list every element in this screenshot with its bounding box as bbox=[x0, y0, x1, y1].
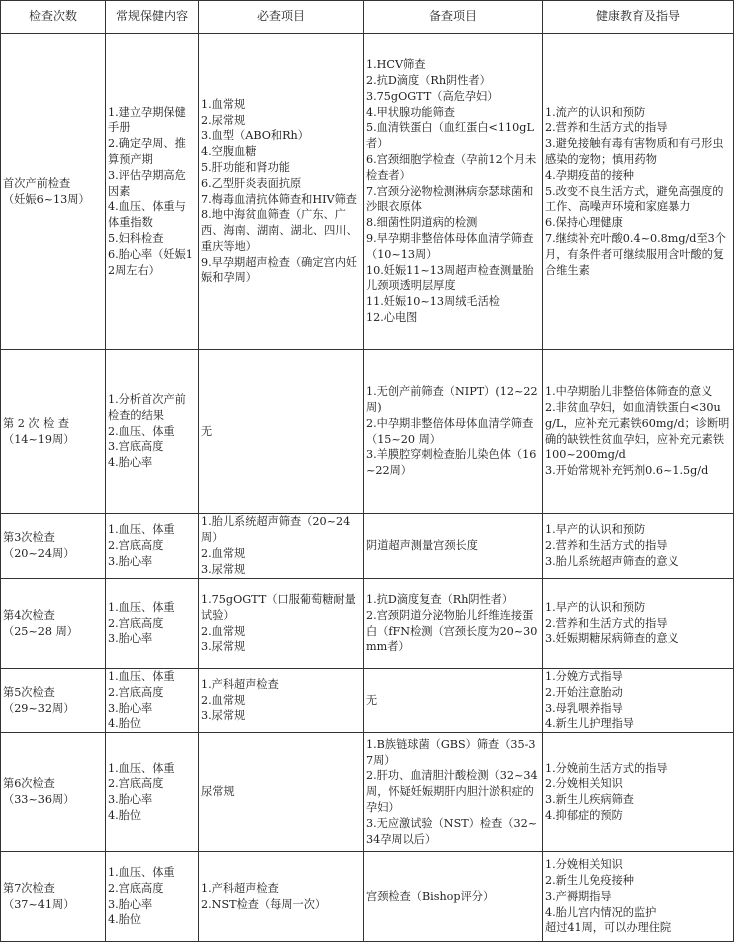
cell-line: 10.妊娠11~13周超声检查测量胎儿颈项透明层厚度 bbox=[366, 263, 534, 293]
header-education: 健康教育及指导 bbox=[543, 1, 734, 34]
cell-line: 1.分析首次产前检查的结果 bbox=[108, 393, 186, 422]
cell-line: 5.肝功能和肾功能 bbox=[201, 160, 290, 174]
cell-line: 3.产褥期指导 bbox=[545, 889, 612, 903]
cell-line: 1.中孕期胎儿非整倍体筛查的意义 bbox=[545, 385, 713, 399]
header-row bbox=[1, 1, 734, 34]
cell-line: 3.胎心率 bbox=[108, 632, 153, 646]
visit-cell bbox=[1, 579, 106, 669]
cell-line: 3.尿常规 bbox=[201, 562, 246, 576]
cell-line: 3.75gOGTT（高危孕妇） bbox=[366, 89, 499, 103]
required-cell bbox=[199, 852, 364, 942]
cell-line: 2.非贫血孕妇，如血清铁蛋白<30ug/L，应补充元素铁60mg/d；诊断明确的缺铁性贫血孕妇，应补充元素铁100~200mg/d bbox=[545, 400, 730, 462]
cell-line: 4.抑郁症的预防 bbox=[545, 808, 623, 822]
cell-line: 1.早产的认识和预防 bbox=[545, 523, 646, 537]
cell-line: 3.尿常规 bbox=[201, 640, 246, 654]
cell-line: 1.产科超声检查 bbox=[201, 677, 279, 691]
cell-line: 2.营养和生活方式的指导 bbox=[545, 539, 668, 553]
cell-line: 3.尿常规 bbox=[201, 709, 246, 723]
cell-line: 8.地中海贫血筛查（广东、广西、海南、湖南、湖北、四川、重庆等地） bbox=[201, 208, 358, 253]
cell-line: 2.新生儿免疫接种 bbox=[545, 873, 634, 887]
header-optional: 备查项目 bbox=[364, 1, 543, 34]
cell-line: 2.血常规 bbox=[201, 624, 246, 638]
cell-line: 1.早产的认识和预防 bbox=[545, 600, 646, 614]
optional-cell bbox=[364, 852, 543, 942]
cell-line: 1.无创产前筛查（NIPT）(12~22周) bbox=[366, 385, 538, 414]
cell-line: （妊娠6~13周） bbox=[3, 192, 90, 206]
optional-cell bbox=[364, 350, 543, 514]
header-required: 必查项目 bbox=[199, 1, 364, 34]
cell-line: 2.宫底高度 bbox=[108, 777, 164, 791]
cell-line: 4.甲状腺功能筛查 bbox=[366, 105, 455, 119]
cell-line: 4.胎位 bbox=[108, 808, 142, 822]
cell-line: 2.营养和生活方式的指导 bbox=[545, 616, 668, 630]
cell-line: （37~41周） bbox=[3, 897, 75, 911]
cell-line: 第7次检查 bbox=[3, 881, 55, 895]
cell-line: 1.血压、体重 bbox=[108, 866, 175, 880]
cell-line: 1.75gOGTT（口服葡萄糖耐量试验） bbox=[201, 592, 356, 622]
visit-cell bbox=[1, 34, 106, 350]
cell-line: 2.宫底高度 bbox=[108, 685, 164, 699]
cell-line: 尿常规 bbox=[201, 785, 235, 799]
table-row bbox=[1, 852, 734, 942]
cell-line: 2.宫底高度 bbox=[108, 539, 164, 553]
table-row bbox=[1, 579, 734, 669]
cell-line: 2.开始注意胎动 bbox=[545, 685, 623, 699]
cell-line: 5.妇科检查 bbox=[108, 231, 164, 245]
cell-line: 9.早孕期超声检查（确定宫内妊娠和孕周） bbox=[201, 255, 358, 285]
cell-line: 2.肝功、血清胆汁酸检测（32~34周，怀疑妊娠期肝内胆汁淤积症的孕妇） bbox=[366, 769, 538, 815]
cell-line: 7.宫颈分泌物检测淋病奈瑟球菌和沙眼衣原体 bbox=[366, 184, 534, 214]
routine-cell bbox=[106, 669, 199, 733]
cell-line: 12.心电图 bbox=[366, 310, 418, 324]
cell-line: 1.建立孕期保健手册 bbox=[108, 105, 186, 135]
cell-line: 3.羊膜腔穿刺检查胎儿染色体（16~22周） bbox=[366, 448, 537, 478]
routine-cell bbox=[106, 514, 199, 579]
cell-line: 6.宫颈细胞学检查（孕前12个月未检查者） bbox=[366, 153, 537, 182]
cell-line: 2.抗D滴度（Rh阴性者） bbox=[366, 74, 491, 88]
cell-line: 4.空腹血糖 bbox=[201, 145, 257, 159]
cell-line: 3.无应激试验（NST）检查（32~34孕周以后） bbox=[366, 816, 538, 846]
cell-line: 宫颈检查（Bishop评分） bbox=[366, 889, 495, 903]
cell-line: 超过41周，可以办理住院 bbox=[545, 921, 672, 935]
cell-line: 4.孕期疫苗的接种 bbox=[545, 168, 634, 182]
routine-cell bbox=[106, 350, 199, 514]
cell-line: 6.乙型肝炎表面抗原 bbox=[201, 176, 302, 190]
cell-line: 3.胎心率 bbox=[108, 701, 153, 715]
required-cell bbox=[199, 669, 364, 733]
table-body bbox=[1, 34, 734, 942]
cell-line: 3.胎心率 bbox=[108, 897, 153, 911]
cell-line: 阴道超声测量宫颈长度 bbox=[366, 539, 478, 553]
cell-line: 2.血压、体重 bbox=[108, 424, 175, 438]
cell-line: 3.血型（ABO和Rh） bbox=[201, 129, 309, 143]
cell-line: 2.尿常规 bbox=[201, 113, 246, 127]
cell-line: 1.血压、体重 bbox=[108, 761, 175, 775]
cell-line: 3.避免接触有毒有害物质和有弓形虫感染的宠物；慎用药物 bbox=[545, 137, 724, 166]
required-cell bbox=[199, 350, 364, 514]
education-cell bbox=[543, 514, 734, 579]
visit-cell bbox=[1, 514, 106, 579]
cell-line: 1.胎儿系统超声筛查（20~24周） bbox=[201, 515, 351, 545]
cell-line: 4.胎心率 bbox=[108, 456, 153, 470]
cell-line: 3.开始常规补充钙剂0.6~1.5g/d bbox=[545, 464, 709, 478]
education-cell bbox=[543, 733, 734, 852]
cell-line: 无 bbox=[201, 424, 213, 438]
optional-cell bbox=[364, 669, 543, 733]
cell-line: 1.HCV筛查 bbox=[366, 58, 426, 72]
cell-line: 2.中孕期非整倍体母体血清学筛查（15~20 周） bbox=[366, 416, 534, 446]
optional-cell bbox=[364, 733, 543, 852]
cell-line: （25~28 周） bbox=[3, 624, 78, 638]
visit-cell bbox=[1, 350, 106, 514]
cell-line: 2.血常规 bbox=[201, 547, 246, 560]
cell-line: （20~24周） bbox=[3, 547, 75, 560]
header-visit: 检查次数 bbox=[1, 1, 106, 34]
cell-line: 3.评估孕期高危因素 bbox=[108, 168, 186, 198]
cell-line: 7.继续补充叶酸0.4~0.8mg/d至3个月，有条件者可继续服用含叶酸的复合维生素 bbox=[545, 231, 726, 277]
cell-line: 4.新生儿护理指导 bbox=[545, 717, 634, 731]
cell-line: 3.胎心率 bbox=[108, 793, 153, 807]
required-cell bbox=[199, 514, 364, 579]
education-cell bbox=[543, 852, 734, 942]
cell-line: 11.妊娠10~13周绒毛活检 bbox=[366, 295, 500, 309]
cell-line: 第3次检查 bbox=[3, 531, 55, 545]
optional-cell bbox=[364, 579, 543, 669]
header-routine: 常规保健内容 bbox=[106, 1, 199, 34]
cell-line: （14~19周） bbox=[3, 432, 75, 446]
cell-line: 1.血压、体重 bbox=[108, 523, 175, 537]
cell-line: 1.产科超声检查 bbox=[201, 881, 279, 895]
cell-line: 3.母乳喂养指导 bbox=[545, 701, 623, 715]
cell-line: 第6次检查 bbox=[3, 777, 55, 791]
cell-line: 3.胎儿系统超声筛查的意义 bbox=[545, 554, 679, 568]
cell-line: 首次产前检查 bbox=[3, 176, 71, 190]
cell-line: 1.分娩相关知识 bbox=[545, 858, 623, 872]
cell-line: 1.血压、体重 bbox=[108, 670, 175, 683]
cell-line: 第 2 次 检 查 bbox=[3, 416, 70, 430]
cell-line: 7.梅毒血清抗体筛查和HIV筛查 bbox=[201, 192, 357, 206]
education-cell bbox=[543, 579, 734, 669]
required-cell bbox=[199, 34, 364, 350]
cell-line: 1.血压、体重 bbox=[108, 600, 175, 614]
education-cell bbox=[543, 669, 734, 733]
cell-line: 3.胎心率 bbox=[108, 554, 153, 568]
table-row bbox=[1, 514, 734, 579]
cell-line: 1.抗D滴度复查（Rh阴性者） bbox=[366, 592, 514, 606]
cell-line: 4.胎位 bbox=[108, 913, 142, 927]
cell-line: 4.血压、体重与体重指数 bbox=[108, 200, 186, 230]
cell-line: 3.宫底高度 bbox=[108, 440, 164, 454]
cell-line: 2.分娩相关知识 bbox=[545, 777, 623, 791]
cell-line: 第4次检查 bbox=[3, 608, 55, 622]
cell-line: 4.胎儿宫内情况的监护 bbox=[545, 905, 657, 919]
cell-line: 2.确定孕周、推算预产期 bbox=[108, 137, 186, 166]
table-row bbox=[1, 669, 734, 733]
table-row bbox=[1, 34, 734, 350]
cell-line: 1.血常规 bbox=[201, 97, 246, 111]
cell-line: 8.细菌性阴道病的检测 bbox=[366, 216, 478, 230]
routine-cell bbox=[106, 34, 199, 350]
cell-line: 2.营养和生活方式的指导 bbox=[545, 121, 668, 135]
visit-cell bbox=[1, 852, 106, 942]
cell-line: 3.妊娠期糖尿病筛查的意义 bbox=[545, 632, 679, 646]
cell-line: 2.血常规 bbox=[201, 693, 246, 707]
routine-cell bbox=[106, 579, 199, 669]
cell-line: 9.早孕期非整倍体母体血清学筛查（10~13周） bbox=[366, 231, 534, 261]
required-cell bbox=[199, 733, 364, 852]
education-cell bbox=[543, 350, 734, 514]
cell-line: 无 bbox=[366, 693, 378, 707]
cell-line: 1.流产的认识和预防 bbox=[545, 105, 646, 119]
cell-line: 2.NST检查（每周一次） bbox=[201, 897, 327, 911]
cell-line: 5.血清铁蛋白（血红蛋白<110gL者） bbox=[366, 121, 534, 151]
required-cell bbox=[199, 579, 364, 669]
optional-cell bbox=[364, 34, 543, 350]
table-row bbox=[1, 733, 734, 852]
cell-line: 1.分娩前生活方式的指导 bbox=[545, 761, 668, 775]
cell-line: 1.分娩方式指导 bbox=[545, 670, 623, 683]
table-row bbox=[1, 350, 734, 514]
cell-line: 6.胎心率（妊娠12周左右） bbox=[108, 247, 193, 277]
cell-line: （29~32周） bbox=[3, 701, 75, 715]
cell-line: 第5次检查 bbox=[3, 685, 55, 699]
cell-line: 5.改变不良生活方式，避免高强度的工作、高噪声环境和家庭暴力 bbox=[545, 184, 724, 214]
cell-line: 3.新生儿疾病筛查 bbox=[545, 793, 634, 807]
education-cell bbox=[543, 34, 734, 350]
cell-line: 2.宫底高度 bbox=[108, 616, 164, 630]
cell-line: 1.B族链球菌（GBS）筛查（35-37周） bbox=[366, 737, 536, 767]
cell-line: 2.宫颈阴道分泌物胎儿纤维连接蛋白（fFN检测（宫颈长度为20~30mm者） bbox=[366, 608, 538, 654]
routine-cell bbox=[106, 852, 199, 942]
visit-cell bbox=[1, 733, 106, 852]
cell-line: 4.胎位 bbox=[108, 717, 142, 731]
cell-line: 6.保持心理健康 bbox=[545, 216, 623, 230]
cell-line: （33~36周） bbox=[3, 793, 75, 807]
routine-cell bbox=[106, 733, 199, 852]
cell-line: 2.宫底高度 bbox=[108, 881, 164, 895]
visit-cell bbox=[1, 669, 106, 733]
optional-cell bbox=[364, 514, 543, 579]
